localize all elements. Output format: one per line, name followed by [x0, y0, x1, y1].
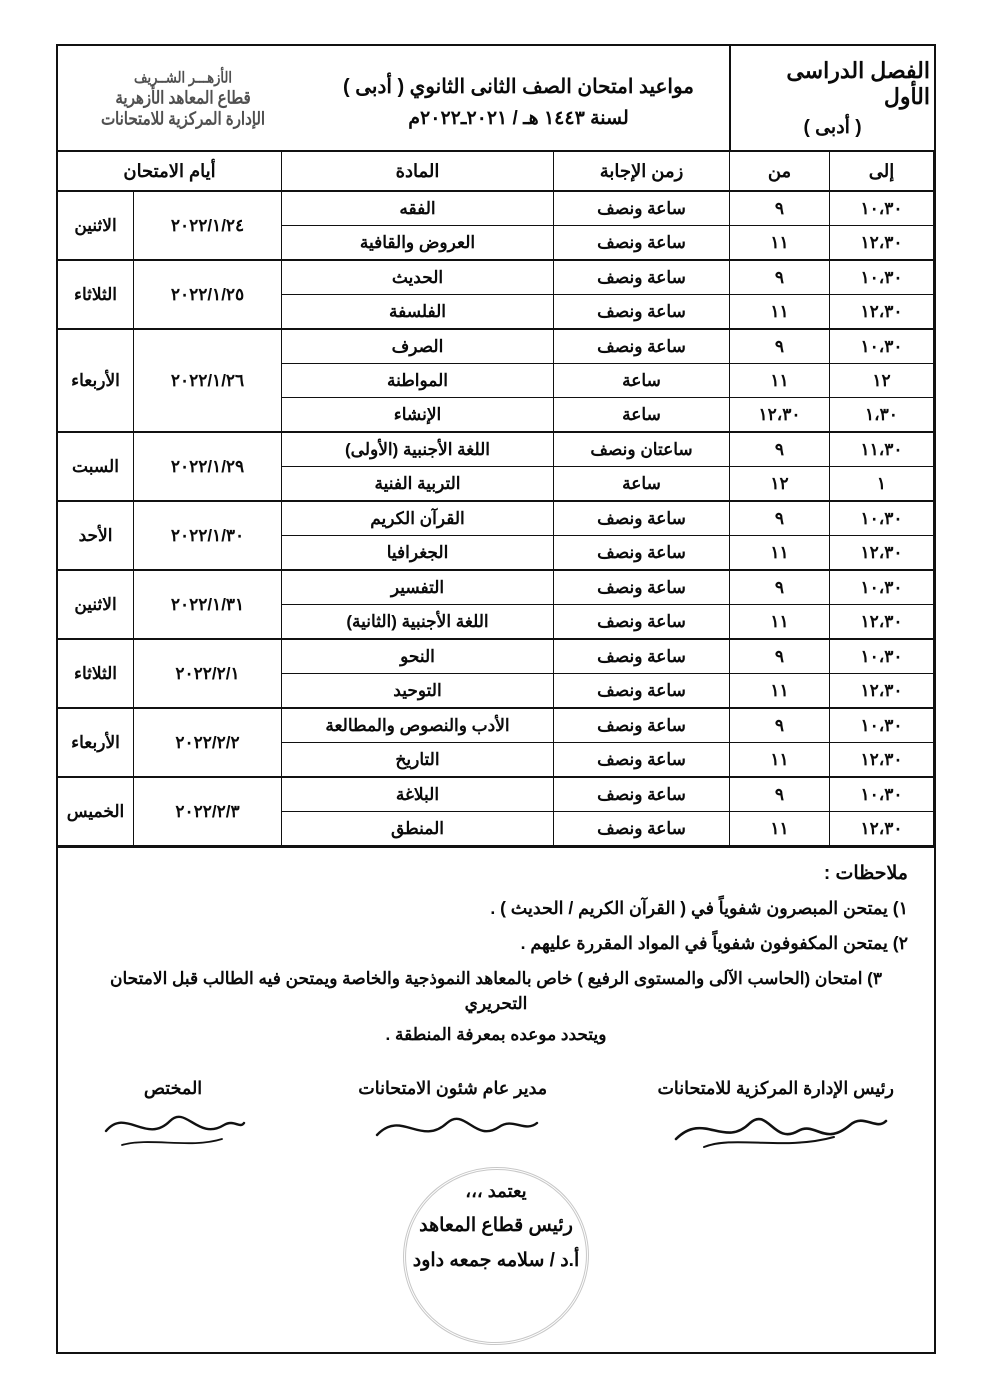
cell-time-to: ١٠،٣٠: [830, 777, 934, 812]
cell-subject: البلاغة: [282, 777, 554, 812]
cell-duration: ساعة ونصف: [554, 812, 730, 846]
approval-line-2: رئيس قطاع المعاهد: [419, 1215, 573, 1236]
cell-time-to: ١٢،٣٠: [830, 605, 934, 640]
col-from: من: [730, 152, 830, 191]
cell-subject: الأدب والنصوص والمطالعة: [282, 708, 554, 743]
cell-exam-day: السبت: [58, 432, 134, 501]
cell-duration: ساعة ونصف: [554, 226, 730, 261]
cell-time-from: ١١: [730, 743, 830, 778]
cell-time-to: ١: [830, 467, 934, 502]
cell-duration: ساعة ونصف: [554, 708, 730, 743]
cell-time-from: ٩: [730, 777, 830, 812]
cell-duration: ساعتان ونصف: [554, 432, 730, 467]
cell-exam-date: ٢٠٢٢/١/٢٩: [134, 432, 282, 501]
document-header: [58, 46, 934, 152]
cell-time-from: ١١: [730, 812, 830, 846]
title-line-2: لسنة ١٤٤٣ هـ / ٢٠٢١ـ٢٠٢٢م: [408, 108, 629, 129]
cell-time-to: ١٢،٣٠: [830, 812, 934, 846]
cell-time-from: ٩: [730, 329, 830, 364]
cell-duration: ساعة: [554, 398, 730, 433]
cell-time-from: ٩: [730, 570, 830, 605]
note-3: ٣) امتحان (الحاسب الآلى والمستوى الرفيع ) خاص بالمعاهد النموذجية والخاصة ويمتحن فيه الطالب قبل الامتحان التحريري: [110, 968, 882, 1013]
term-line-2: ( أدبى ): [803, 116, 862, 138]
cell-time-from: ١٢: [730, 467, 830, 502]
cell-time-to: ١٢،٣٠: [830, 674, 934, 709]
cell-exam-day: الثلاثاء: [58, 639, 134, 708]
cell-subject: المنطق: [282, 812, 554, 846]
table-row: [58, 191, 934, 226]
logo-line-3: الإدارة المركزية للامتحانات: [100, 110, 266, 130]
note-1: ١) يمتحن المبصرون شفوياً في ( القرآن الكريم / الحديث ) .: [490, 898, 908, 918]
cell-time-to: ١٠،٣٠: [830, 329, 934, 364]
cell-subject: اللغة الأجنبية (الأولى): [282, 432, 554, 467]
cell-time-from: ١٢،٣٠: [730, 398, 830, 433]
cell-exam-day: الأربعاء: [58, 708, 134, 777]
cell-duration: ساعة ونصف: [554, 743, 730, 778]
cell-exam-day: الاثنين: [58, 191, 134, 260]
cell-subject: اللغة الأجنبية (الثانية): [282, 605, 554, 640]
cell-time-from: ٩: [730, 260, 830, 295]
table-row: [58, 708, 934, 743]
cell-exam-date: ٢٠٢٢/١/٣٠: [134, 501, 282, 570]
col-to: إلى: [830, 152, 934, 191]
cell-duration: ساعة ونصف: [554, 674, 730, 709]
signature-specialist-label: المختص: [143, 1078, 203, 1098]
cell-subject: العروض والقافية: [282, 226, 554, 261]
note-3-cont: ويتحدد موعده بمعرفة المنطقة .: [385, 1024, 607, 1044]
col-exam-days: أيام الامتحان: [58, 152, 282, 191]
table-row: [58, 570, 934, 605]
handwritten-signature-icon: [98, 1101, 248, 1157]
signature-row: [58, 1062, 934, 1157]
table-row: [58, 639, 934, 674]
cell-duration: ساعة ونصف: [554, 605, 730, 640]
cell-exam-day: الأربعاء: [58, 329, 134, 432]
cell-time-from: ١١: [730, 536, 830, 571]
cell-subject: الفلسفة: [282, 295, 554, 330]
cell-exam-date: ٢٠٢٢/١/٢٥: [134, 260, 282, 329]
term-box: [729, 46, 934, 150]
cell-subject: الصرف: [282, 329, 554, 364]
cell-duration: ساعة ونصف: [554, 570, 730, 605]
cell-subject: الحديث: [282, 260, 554, 295]
cell-exam-day: الأحد: [58, 501, 134, 570]
cell-subject: التربية الفنية: [282, 467, 554, 502]
cell-duration: ساعة ونصف: [554, 777, 730, 812]
approval-line-1: يعتمد ،،،: [465, 1181, 527, 1201]
handwritten-signature-icon: [664, 1101, 894, 1157]
cell-time-from: ٩: [730, 191, 830, 226]
cell-time-to: ١٢: [830, 364, 934, 398]
cell-time-from: ١١: [730, 295, 830, 330]
cell-time-to: ١٠،٣٠: [830, 191, 934, 226]
cell-time-to: ١٠،٣٠: [830, 570, 934, 605]
cell-exam-day: الخميس: [58, 777, 134, 846]
cell-duration: ساعة ونصف: [554, 260, 730, 295]
cell-time-from: ١١: [730, 674, 830, 709]
cell-exam-day: الاثنين: [58, 570, 134, 639]
cell-subject: المواطنة: [282, 364, 554, 398]
cell-time-from: ١١: [730, 364, 830, 398]
cell-time-to: ١٢،٣٠: [830, 295, 934, 330]
cell-exam-date: ٢٠٢٢/١/٢٦: [134, 329, 282, 432]
cell-duration: ساعة ونصف: [554, 536, 730, 571]
cell-time-to: ١٢،٣٠: [830, 536, 934, 571]
cell-time-to: ١٢،٣٠: [830, 743, 934, 778]
notes-title: ملاحظات :: [823, 863, 908, 884]
cell-exam-date: ٢٠٢٢/٢/١: [134, 639, 282, 708]
col-subject: المادة: [282, 152, 554, 191]
cell-subject: الجغرافيا: [282, 536, 554, 571]
table-row: [58, 432, 934, 467]
cell-duration: ساعة: [554, 467, 730, 502]
cell-exam-date: ٢٠٢٢/١/٢٤: [134, 191, 282, 260]
cell-subject: النحو: [282, 639, 554, 674]
cell-subject: القرآن الكريم: [282, 501, 554, 536]
cell-time-to: ١٠،٣٠: [830, 501, 934, 536]
signature-central-admin-label: رئيس الإدارة المركزية للامتحانات: [657, 1078, 894, 1098]
document-title: [308, 46, 729, 150]
cell-time-from: ١١: [730, 605, 830, 640]
note-2: ٢) يمتحن المكفوفون شفوياً في المواد المقررة عليهم .: [520, 933, 908, 954]
cell-time-from: ٩: [730, 708, 830, 743]
cell-subject: التاريخ: [282, 743, 554, 778]
azhar-logo: [58, 46, 308, 150]
cell-subject: الفقه: [282, 191, 554, 226]
cell-duration: ساعة ونصف: [554, 191, 730, 226]
cell-time-to: ١٠،٣٠: [830, 260, 934, 295]
logo-line-1: الأزهـــر الشــريف: [134, 68, 232, 86]
cell-duration: ساعة ونصف: [554, 501, 730, 536]
cell-time-from: ٩: [730, 501, 830, 536]
signature-exams-director-label: مدير عام شئون الامتحانات: [358, 1078, 548, 1098]
cell-time-to: ١،٣٠: [830, 398, 934, 433]
signature-specialist: [98, 1078, 248, 1157]
table-row: [58, 501, 934, 536]
cell-exam-date: ٢٠٢٢/٢/٣: [134, 777, 282, 846]
cell-subject: التفسير: [282, 570, 554, 605]
cell-duration: ساعة ونصف: [554, 639, 730, 674]
cell-duration: ساعة: [554, 364, 730, 398]
cell-time-from: ١١: [730, 226, 830, 261]
cell-time-from: ٩: [730, 432, 830, 467]
cell-subject: التوحيد: [282, 674, 554, 709]
cell-duration: ساعة ونصف: [554, 295, 730, 330]
cell-time-to: ١٠،٣٠: [830, 708, 934, 743]
cell-subject: الإنشاء: [282, 398, 554, 433]
cell-time-to: ١٠،٣٠: [830, 639, 934, 674]
cell-time-from: ٩: [730, 639, 830, 674]
cell-exam-date: ٢٠٢٢/١/٣١: [134, 570, 282, 639]
cell-exam-date: ٢٠٢٢/٢/٢: [134, 708, 282, 777]
exam-schedule-document: [56, 44, 936, 1354]
table-row: [58, 777, 934, 812]
table-row: [58, 260, 934, 295]
col-duration: زمن الإجابة: [554, 152, 730, 191]
term-line-1: الفصل الدراسى الأول: [786, 57, 930, 109]
exam-schedule-table: [57, 152, 934, 846]
table-header-row: [58, 152, 934, 191]
cell-time-to: ١١،٣٠: [830, 432, 934, 467]
cell-exam-day: الثلاثاء: [58, 260, 134, 329]
approval-line-3: أ.د / سلامه جمعه داود: [412, 1250, 580, 1271]
notes-section: [58, 846, 934, 1062]
cell-time-to: ١٢،٣٠: [830, 226, 934, 261]
signature-exams-director: [358, 1078, 547, 1157]
handwritten-signature-icon: [367, 1101, 547, 1157]
table-row: [58, 329, 934, 364]
approval-block: [58, 1163, 934, 1378]
logo-line-2: قطاع المعاهد الأزهرية: [115, 88, 251, 108]
signature-central-admin-head: [657, 1078, 894, 1157]
cell-duration: ساعة ونصف: [554, 329, 730, 364]
title-line-1: مواعيد امتحان الصف الثانى الثانوي ( أدبى ): [342, 76, 695, 98]
